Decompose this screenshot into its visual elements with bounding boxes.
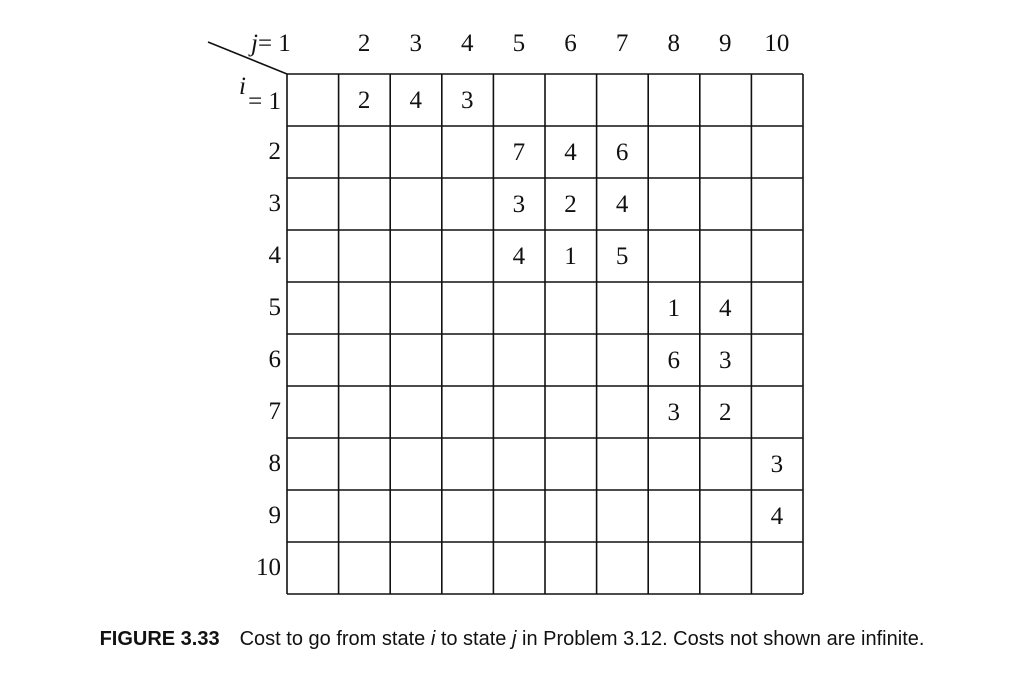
column-label: 8 (667, 30, 680, 57)
row-label: 8 (268, 450, 281, 477)
column-label: 5 (512, 30, 526, 57)
cost-cell-value: 6 (667, 347, 680, 374)
cost-cell-value: 4 (719, 295, 732, 322)
caption-label: FIGURE 3.33 (99, 628, 220, 650)
caption-text-3: in Problem 3.12. Costs not shown are infinite. (516, 628, 925, 650)
row-label: 7 (268, 398, 281, 425)
row-label: 9 (268, 502, 281, 529)
cost-cell-value: 4 (409, 87, 422, 114)
row-label: 2 (268, 138, 281, 165)
row-label-first: = 1 (248, 88, 281, 115)
caption-var-j: j (511, 628, 517, 650)
column-label: 6 (564, 30, 577, 57)
cost-cell-value: 3 (770, 451, 784, 478)
column-label: 4 (461, 30, 474, 57)
cost-cell-value: 7 (512, 139, 526, 166)
cost-cell-value: 2 (564, 191, 577, 218)
cost-cell-value: 4 (564, 139, 577, 166)
column-axis-label (251, 29, 291, 59)
cost-cell-value: 2 (719, 399, 732, 426)
column-label: 10 (764, 30, 790, 57)
cost-cell-value: 3 (667, 399, 680, 426)
i-symbol: i (239, 73, 246, 100)
row-label: 5 (268, 294, 281, 321)
cost-cell-value: 1 (667, 295, 680, 322)
column-label: 9 (719, 30, 732, 57)
cost-cell-value: 6 (615, 139, 629, 166)
row-label: 10 (256, 554, 281, 581)
column-label: 3 (409, 30, 422, 57)
cost-cell-value: 4 (770, 503, 784, 530)
caption-text-1: Cost to go from state (239, 628, 431, 650)
column-label: 2 (357, 30, 371, 57)
caption-text-2: to state (435, 628, 512, 650)
j-symbol: j (251, 30, 258, 57)
row-label: 3 (268, 190, 281, 217)
j-equals-one: = 1 (257, 30, 291, 57)
column-label: 7 (615, 30, 629, 57)
row-label: 4 (268, 242, 281, 269)
cost-cell-value: 3 (719, 347, 732, 374)
row-label: 6 (268, 346, 281, 373)
cost-cell-value: 3 (461, 87, 474, 114)
cost-cell-value: 4 (615, 191, 629, 218)
cost-cell-value: 1 (564, 243, 577, 270)
caption-var-i: i (430, 628, 436, 650)
cost-cell-value: 4 (512, 243, 526, 270)
cost-cell-value: 2 (357, 87, 371, 114)
figure-caption (0, 626, 1024, 652)
cost-cell-value: 3 (512, 191, 526, 218)
cost-cell-value: 5 (615, 243, 629, 270)
